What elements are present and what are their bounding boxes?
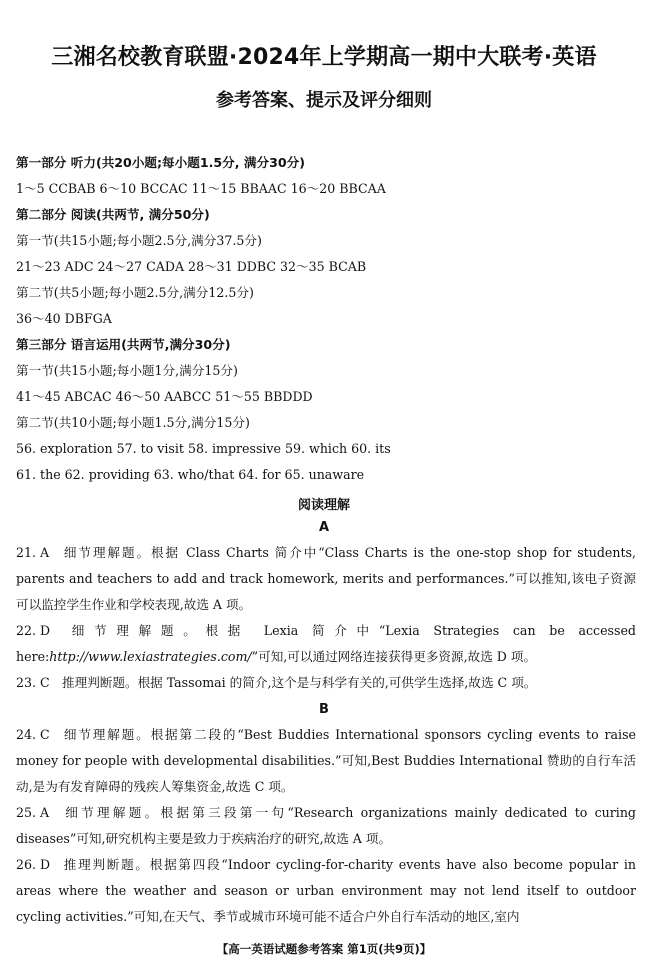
explanation-text: 推理判断题。根据 Tassomai 的简介,这个是与科学有关的,可供学生选择,故选 C 项。 <box>62 675 537 690</box>
explanation-q22 <box>16 618 636 670</box>
question-number: 25. A <box>16 805 50 820</box>
explanation-q26 <box>16 852 636 930</box>
explanation-text: 细节理解题。根据 Class Charts 简介中“Class Charts is the one-stop shop for students, parents and teachers to add and track homework, merits and performances.”可以推知,该电子资源可以监控学生作业和学校表现,故选 A 项。 <box>16 545 636 612</box>
explanation-text: 细节理解题。根据第二段的“Best Buddies International sponsors cycling events to raise money for people with developmental disabilities.”可知,Best Buddies International 赞助的自行车活动,是为有发育障碍的残疾人筹集资金,故选 C 项。 <box>16 727 636 794</box>
question-number: 23. C <box>16 675 50 690</box>
page-subtitle: 参考答案、提示及评分细则 <box>216 90 432 111</box>
url-text: lexiastrategies.com/ <box>123 649 252 664</box>
section-a-label: A <box>318 520 330 535</box>
part3-section2-title: 第二节(共10小题;每小题1.5分,满分15分) <box>16 415 250 430</box>
question-number: 26. D <box>16 857 51 872</box>
part2-title: 第二部分 阅读(共两节, 满分50分) <box>16 207 210 222</box>
part2-section2-title: 第二节(共5小题;每小题2.5分,满分12.5分) <box>16 285 254 300</box>
url-text: http://www. <box>49 649 124 664</box>
part3-section2-answers-2: 61. the 62. providing 63. who/that 64. for 65. unaware <box>16 467 365 482</box>
part3-section2-answers-1: 56. exploration 57. to visit 58. impressive 59. which 60. its <box>16 441 391 456</box>
explanation-q24 <box>16 722 636 800</box>
explanation-text: 推理判断题。根据第四段“Indoor cycling-for-charity events have also become popular in areas where the weather and season or urban environment may not lend itself to outdoor cycling activities.”可知,在天气、季节或城市环境可能不适合户外自行车活动的地区,室内 <box>16 857 636 924</box>
page-title: 三湘名校教育联盟·2024年上学期高一期中大联考·英语 <box>51 45 597 70</box>
explanation-q23 <box>16 670 636 696</box>
explanation-q21 <box>16 540 636 618</box>
part2-section1-title: 第一节(共15小题;每小题2.5分,满分37.5分) <box>16 233 262 248</box>
explanation-text: 细节理解题。根据 Lexia 简介中“Lexia Strategies can be accessed here: <box>16 623 636 664</box>
section-b-label: B <box>319 702 329 717</box>
part3-section1-title: 第一节(共15小题;每小题1分,满分15分) <box>16 363 238 378</box>
part2-section2-answers: 36～40 DBFGA <box>16 311 112 326</box>
explanation-q25 <box>16 800 636 852</box>
question-number: 21. A <box>16 545 50 560</box>
part3-section1-answers: 41～45 ABCAC 46～50 AABCC 51～55 BBDDD <box>16 389 313 404</box>
question-number: 22. D <box>16 623 51 638</box>
part3-title: 第三部分 语言运用(共两节,满分30分) <box>16 337 231 352</box>
page-footer: 【高一英语试题参考答案 第1页(共9页)】 <box>216 942 432 956</box>
reading-heading: 阅读理解 <box>297 498 350 513</box>
part1-answers: 1～5 CCBAB 6～10 BCCAC 11～15 BBAAC 16～20 BBCAA <box>16 181 386 196</box>
part1-title: 第一部分 听力(共20小题;每小题1.5分, 满分30分) <box>16 155 305 170</box>
part2-section1-answers: 21～23 ADC 24～27 CADA 28～31 DDBC 32～35 BCAB <box>16 259 367 274</box>
explanation-text: ”可知,可以通过网络连接获得更多资源,故选 D 项。 <box>251 649 537 664</box>
explanation-text: 细节理解题。根据第三段第一句“Research organizations mainly dedicated to curing diseases”可知,研究机构主要是致力于疾病治疗的研究,故选 A 项。 <box>16 805 636 846</box>
question-number: 24. C <box>16 727 50 742</box>
